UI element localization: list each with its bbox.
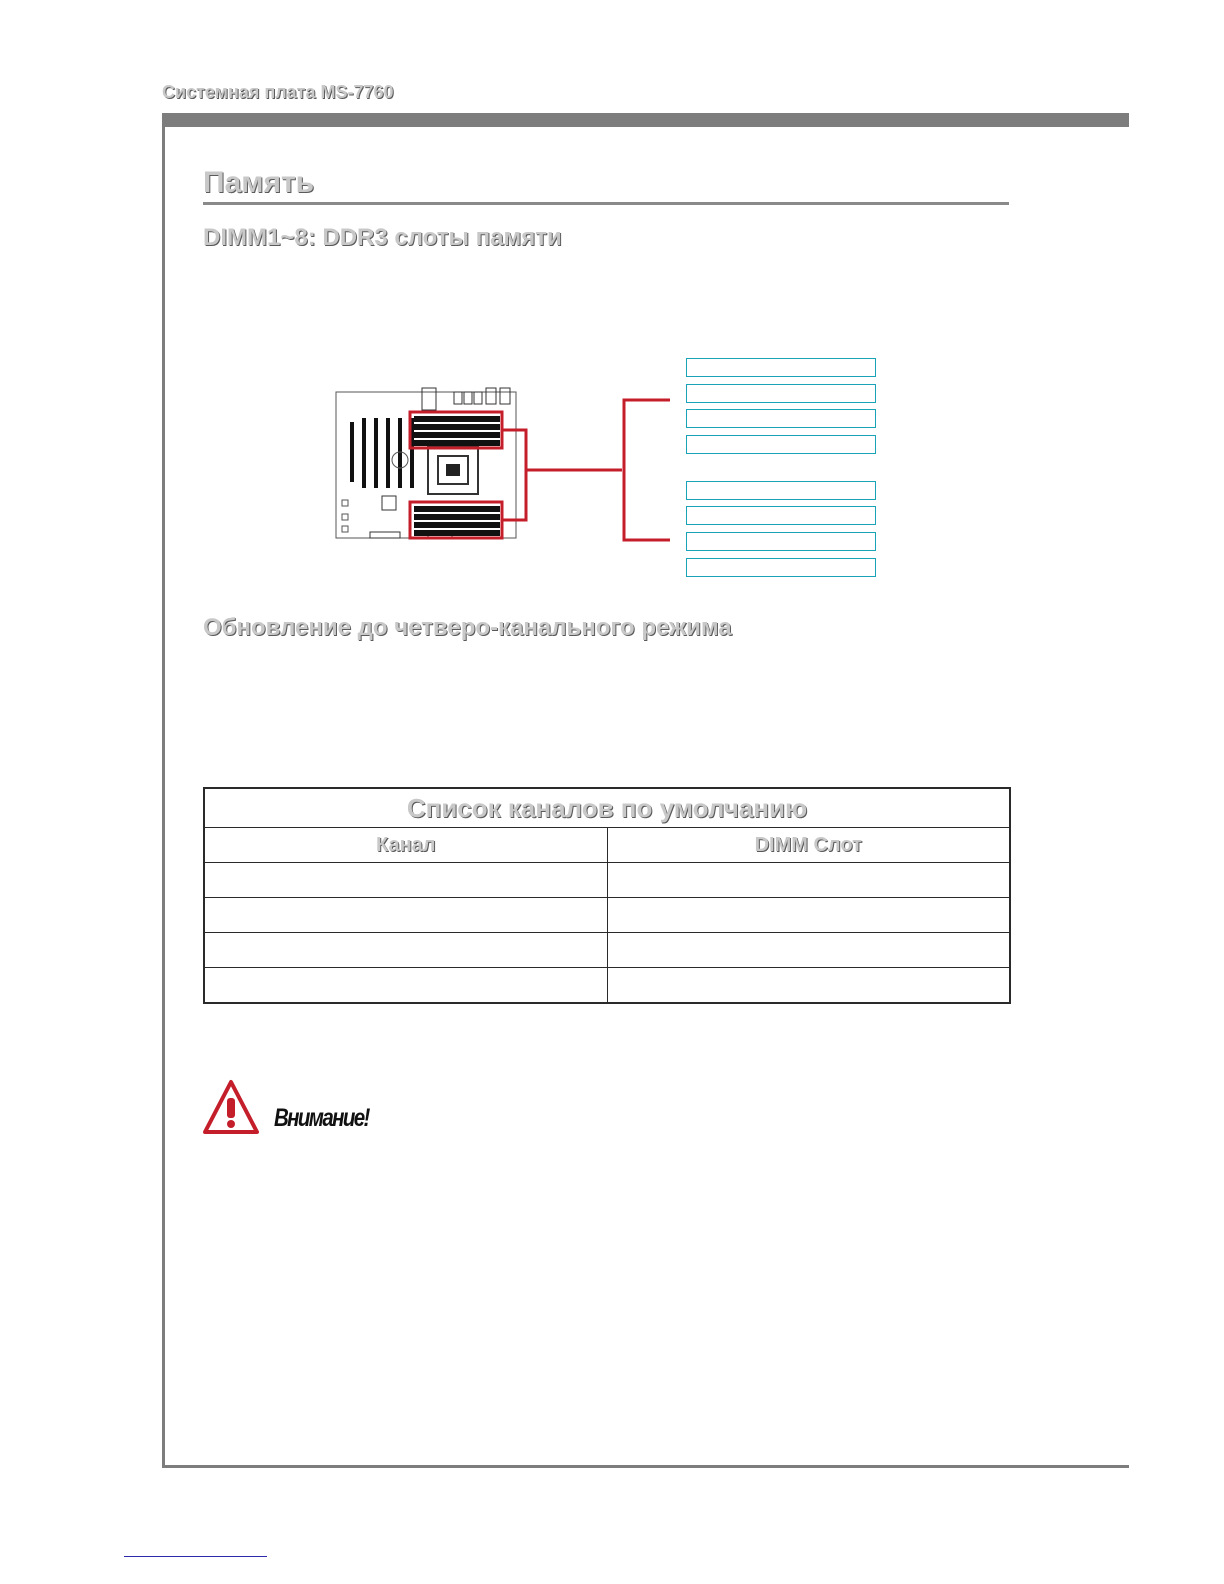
dimm-subtitle: DIMM1~8: DDR3 слоты памяти: [203, 224, 562, 251]
table-cell: [204, 933, 607, 968]
table-cell: [204, 968, 607, 1004]
warning-icon: [202, 1078, 260, 1136]
warning-label: Внимание!: [274, 1104, 369, 1132]
dimm-slot-label: [686, 506, 876, 525]
dimm-slot-label: [686, 384, 876, 403]
dimm-slot-label: [686, 558, 876, 577]
column-header-dimm-slot: DIMM Слот: [607, 828, 1010, 863]
dimm-slot-label: [686, 409, 876, 428]
header-bar: [162, 113, 1129, 127]
footer-link-underline: [124, 1556, 267, 1557]
table-row: [204, 933, 1010, 968]
table-cell: [204, 898, 607, 933]
section-title: Память: [203, 166, 315, 199]
table-header-row: [204, 828, 1010, 863]
motherboard-diagram: [330, 350, 890, 585]
dimm-slot-label: [686, 481, 876, 500]
column-header-channel: Канал: [204, 828, 607, 863]
table-row: [204, 863, 1010, 898]
table-cell: [607, 898, 1010, 933]
dimm-slot-label: [686, 435, 876, 454]
table-row: [204, 898, 1010, 933]
bottom-rule: [162, 1465, 1129, 1468]
quad-channel-subtitle: Обновление до четверо-канального режима: [203, 614, 732, 641]
connector-bracket: [624, 400, 670, 540]
connector-top: [502, 430, 622, 470]
dimm-slot-label: [686, 532, 876, 551]
table-row: [204, 968, 1010, 1004]
title-underline: [203, 202, 1009, 205]
channel-table: [203, 787, 1011, 1004]
table-title: Список каналов по умолчанию: [204, 788, 1010, 828]
table-cell: [204, 863, 607, 898]
table-cell: [607, 933, 1010, 968]
left-margin-rule: [162, 113, 165, 1468]
table-title-row: [204, 788, 1010, 828]
dimm-slot-label: [686, 358, 876, 377]
table-cell: [607, 863, 1010, 898]
table-cell: [607, 968, 1010, 1004]
running-header: Системная плата MS-7760: [162, 82, 394, 102]
